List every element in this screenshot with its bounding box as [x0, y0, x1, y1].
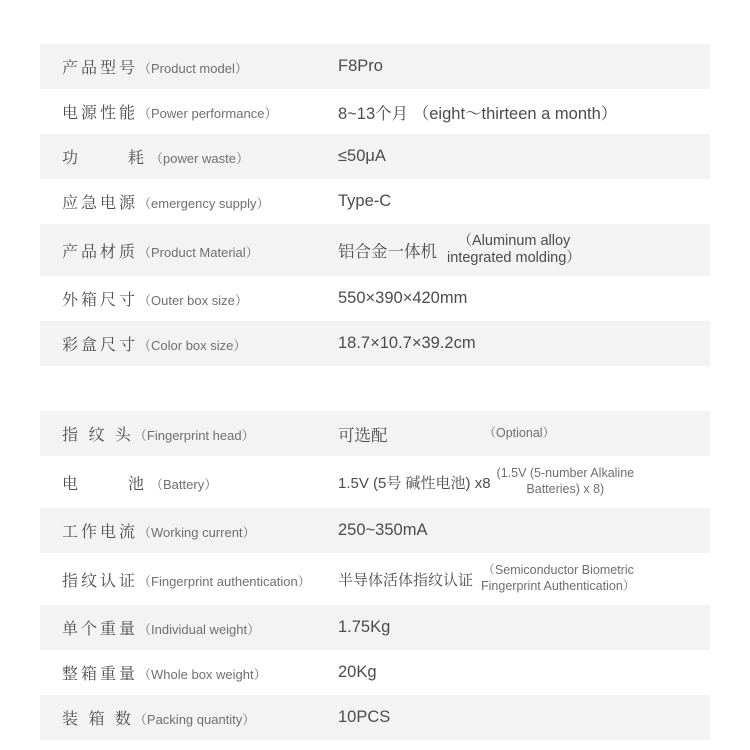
table-row: [40, 321, 710, 366]
label-cn: 指 纹 头: [62, 427, 134, 444]
row-label: [40, 276, 330, 321]
value-main: 1.5V (5号 碱性电池) x8: [338, 474, 491, 492]
row-value: [330, 134, 710, 179]
table-row: [40, 89, 710, 134]
label-cn: 产品型号: [62, 60, 139, 77]
table-row: [40, 605, 710, 650]
label-en: （Fingerprint authentication）: [138, 573, 311, 589]
value-main: 250~350mA: [338, 521, 428, 539]
value-main: F8Pro: [338, 57, 383, 75]
row-label: [40, 695, 330, 740]
value-sub-line-2: Batteries) x 8): [526, 482, 605, 496]
value-main: 可选配: [338, 426, 388, 445]
value-sub: （Optional）: [483, 425, 556, 440]
value-main: 铝合金一体机: [338, 243, 437, 261]
value-sub: [481, 563, 635, 594]
specification-table: [40, 44, 710, 740]
label-en: （Outer box size）: [138, 293, 248, 308]
row-label: [40, 321, 330, 366]
label-en: （Working current）: [138, 525, 256, 540]
row-label: [40, 89, 330, 134]
label-cn: 整箱重量: [62, 666, 139, 683]
row-label: [40, 508, 330, 553]
row-value: [330, 321, 710, 366]
row-value: [330, 650, 710, 695]
value-main: Type-C: [338, 192, 392, 210]
label-cn: 单个重量: [62, 621, 139, 638]
label-en: （Color box size）: [138, 338, 247, 353]
row-value: [330, 44, 710, 89]
label-en: （power waste）: [150, 151, 249, 166]
label-cn: 电源性能: [62, 105, 139, 122]
value-sub-line-1: （Aluminum alloy: [457, 232, 571, 249]
row-label: [40, 134, 330, 179]
value-main: 1.75Kg: [338, 618, 391, 636]
row-label: [40, 411, 330, 456]
table-row: [40, 695, 710, 740]
label-cn: 应急电源: [62, 195, 139, 212]
label-en: （Product model）: [138, 61, 248, 76]
label-cn: 外箱尺寸: [62, 292, 139, 309]
table-row: [40, 411, 710, 456]
label-en: （Battery）: [150, 476, 218, 492]
row-label: [40, 650, 330, 695]
value-sub-line-2: integrated molding）: [447, 250, 581, 266]
table-row: [40, 134, 710, 179]
label-cn: 产品材质: [62, 243, 139, 261]
label-cn: 工作电流: [62, 524, 139, 541]
value-main: 半导体活体指纹认证: [338, 571, 474, 589]
value-main: 20Kg: [338, 663, 377, 681]
row-label: [40, 553, 330, 605]
value-sub: [447, 233, 581, 268]
label-en: （emergency supply）: [138, 196, 270, 211]
label-en: （Individual weight）: [138, 622, 261, 637]
value-main: 550×390×420mm: [338, 289, 468, 307]
table-row: [40, 44, 710, 89]
label-cn: 装 箱 数: [62, 711, 134, 728]
label-cn: 彩盒尺寸: [62, 337, 139, 354]
row-label: [40, 179, 330, 224]
value-main: 8~13个月 （eight～thirteen a month）: [338, 104, 618, 123]
label-cn: 电 池: [62, 475, 151, 493]
table-row: [40, 553, 710, 605]
table-row: [40, 508, 710, 553]
value-sub: [497, 466, 635, 497]
label-en: （Fingerprint head）: [133, 428, 255, 443]
row-label: [40, 224, 330, 276]
label-en: （Whole box weight）: [138, 667, 267, 682]
table-row: [40, 224, 710, 276]
label-cn: 指纹认证: [62, 572, 139, 590]
table-row: [40, 456, 710, 508]
row-label: [40, 605, 330, 650]
row-value: [330, 179, 710, 224]
row-value: [330, 411, 710, 456]
row-label: [40, 44, 330, 89]
value-main: 18.7×10.7×39.2cm: [338, 334, 476, 352]
value-main: 10PCS: [338, 708, 391, 726]
row-value: [330, 553, 710, 605]
table-row: [40, 179, 710, 224]
label-en: （Power performance）: [138, 106, 278, 121]
value-main: ≤50μA: [338, 147, 386, 165]
label-en: （Product Material）: [138, 244, 259, 260]
row-label: [40, 456, 330, 508]
label-cn: 功 耗: [62, 150, 151, 167]
row-value: [330, 224, 710, 276]
value-sub-line-2: Fingerprint Authentication）: [481, 579, 636, 593]
row-value: [330, 89, 710, 134]
table-row: [40, 276, 710, 321]
value-sub-line-1: (1.5V (5-number Alkaline: [496, 466, 635, 481]
value-sub-line-1: （Semiconductor Biometric: [482, 563, 634, 578]
row-value: [330, 456, 710, 508]
table-row: [40, 650, 710, 695]
table-group-divider: [40, 366, 710, 411]
row-value: [330, 508, 710, 553]
label-en: （Packing quantity）: [133, 712, 256, 727]
row-value: [330, 276, 710, 321]
row-value: [330, 605, 710, 650]
row-value: [330, 695, 710, 740]
